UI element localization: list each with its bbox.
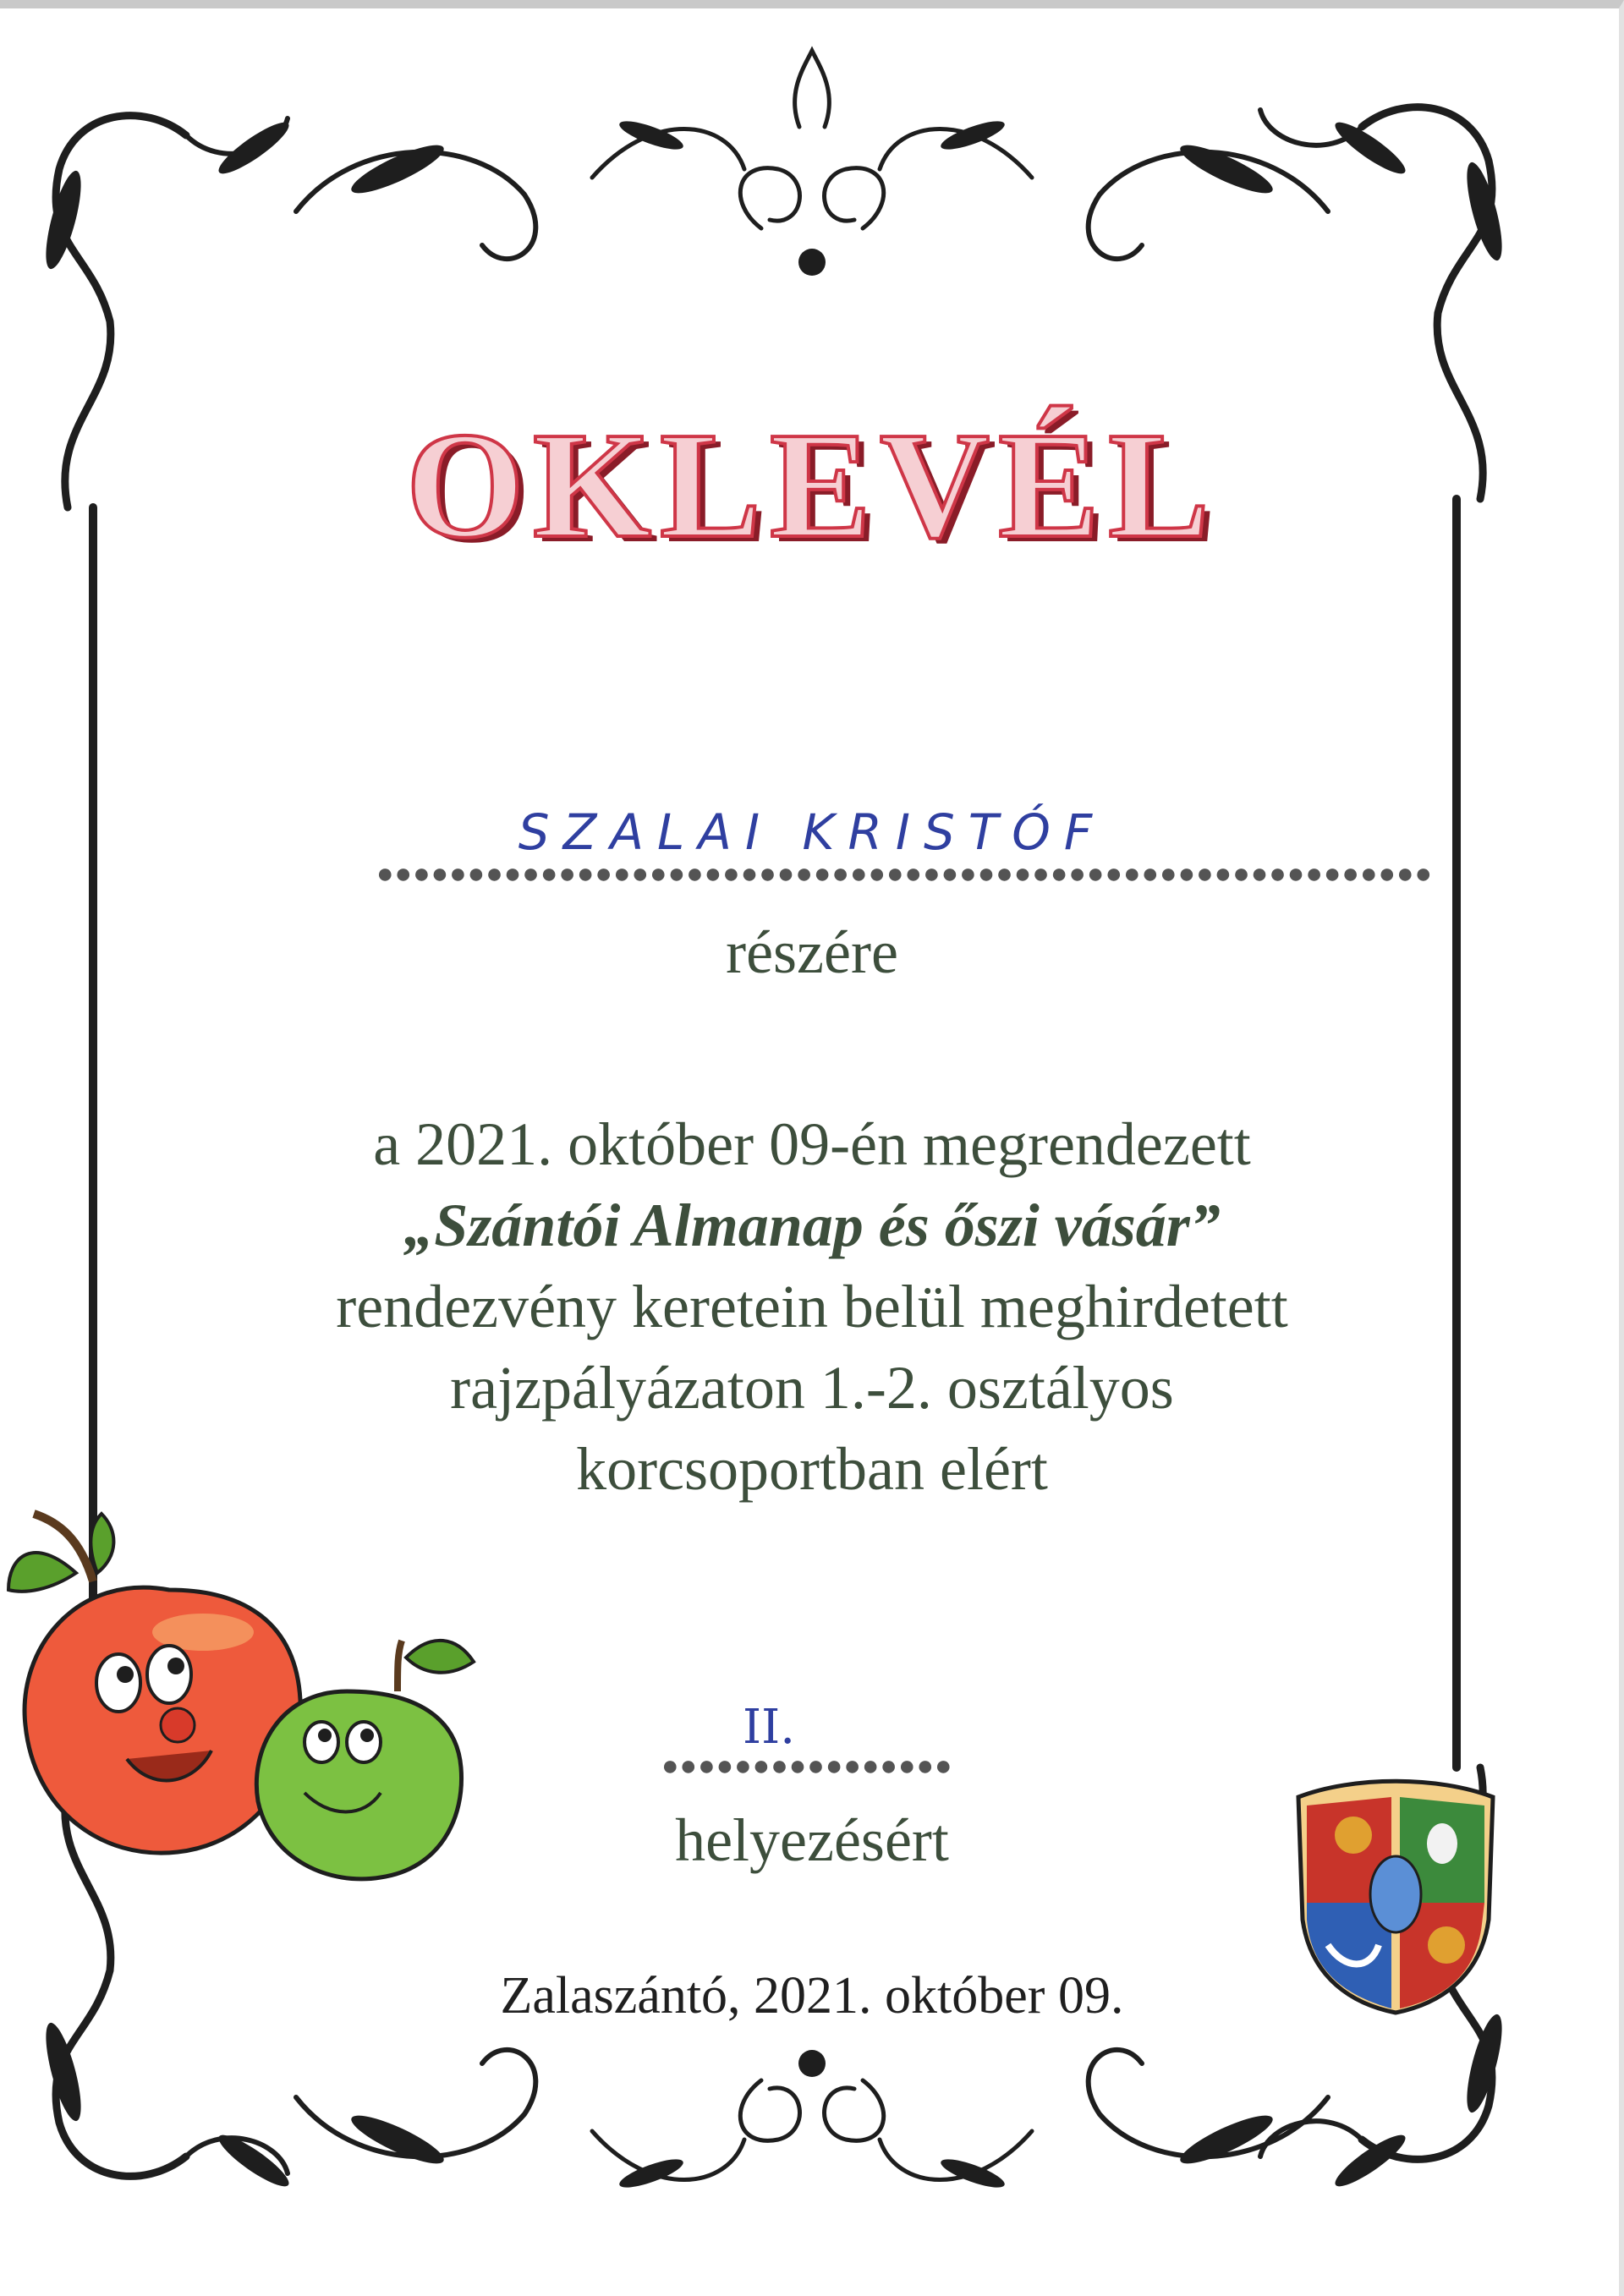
- event-name: „Szántói Almanap és őszi vásár”: [403, 1192, 1221, 1259]
- body-line-1: a 2021. október 09-én megrendezett: [373, 1110, 1251, 1178]
- placement-label: helyezésért: [675, 1806, 949, 1874]
- body-line-4: rajzpályázaton 1.-2. osztályos: [450, 1354, 1174, 1422]
- place-date: Zalaszántó, 2021. október 09.: [500, 1967, 1124, 2025]
- recipient-name: SZALAI KRISTÓF: [518, 803, 1106, 861]
- for-label: részére: [726, 918, 898, 986]
- body-line-3: rendezvény keretein belül meghirdetett: [336, 1273, 1288, 1340]
- rank-dotted-line: ●●●●●●●●●●●●●●●●: [661, 1751, 953, 1782]
- name-dotted-line: ●●●●●●●●●●●●●●●●●●●●●●●●●●●●●●●●●●●●●●●●●●●●●●●●●●●●●●●●●●: [376, 858, 1434, 890]
- rank-handwritten: II.: [743, 1700, 796, 1755]
- body-line-5: korcsoportban elért: [576, 1435, 1048, 1503]
- certificate-title: OKLEVÉL: [405, 401, 1219, 569]
